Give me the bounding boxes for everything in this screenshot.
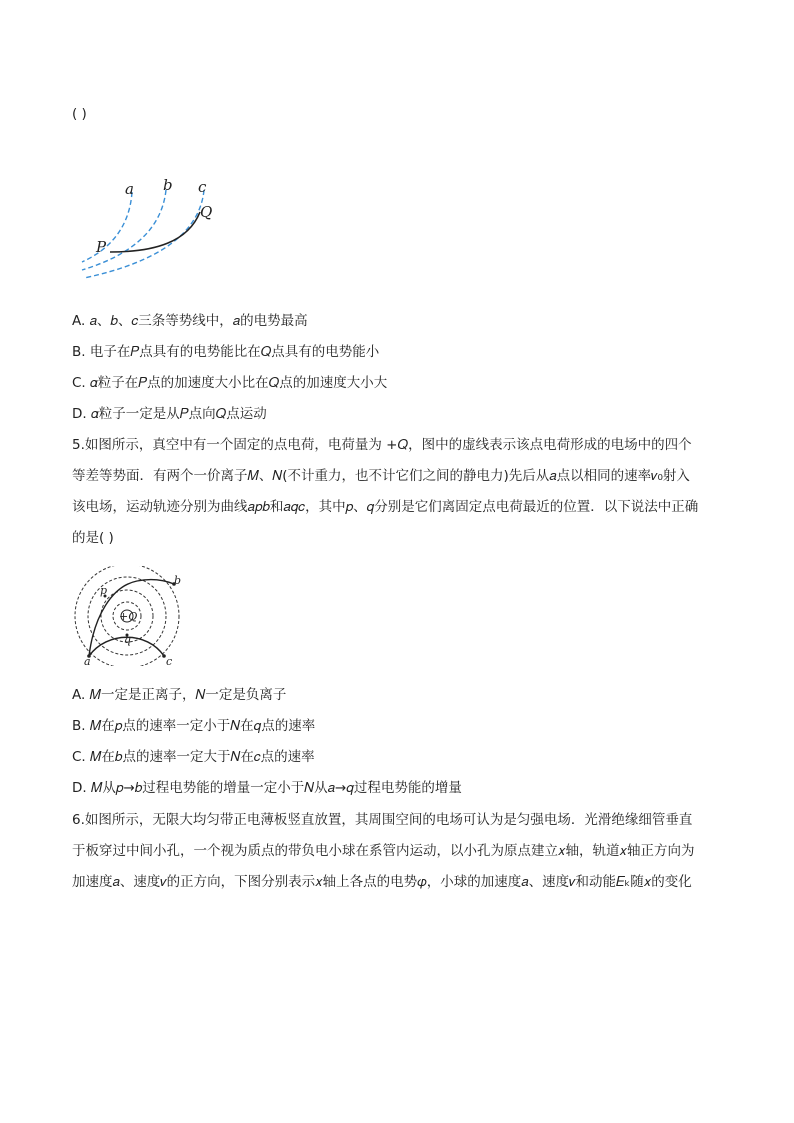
label-b: b	[163, 176, 173, 194]
label-a: a	[84, 655, 91, 666]
q4-option-d: D. 𝛼粒子一定是从𝑃点向𝑄点运动	[72, 406, 267, 422]
q5-point-charge-figure	[72, 566, 187, 666]
q5-option-a: A. 𝑀一定是正离子，𝑁一定是负离子	[72, 687, 287, 703]
label-c: c	[166, 655, 173, 666]
label-plus-Q: +Q	[119, 610, 138, 623]
label-q: q	[124, 633, 132, 646]
equipotential-b	[82, 190, 166, 270]
equipotential-c	[84, 190, 204, 278]
trajectory-pq	[110, 212, 200, 252]
label-p: p	[100, 584, 108, 597]
q4-equipotential-figure	[70, 172, 240, 282]
q4-option-b: B. 电子在𝑃点具有的电势能比在𝑄点具有的电势能小	[72, 344, 380, 360]
q5-option-c: C. 𝑀在𝑏点的速率一定大于𝑁在𝑐点的速率	[72, 749, 315, 765]
label-P: P	[96, 238, 107, 256]
q5-stem-line-1: 5.如图所示，真空中有一个固定的点电荷，电荷量为 +𝑄，图中的虚线表示该点电荷形成的电场中的四个	[72, 437, 692, 453]
q6-stem-line-1: 6.如图所示，无限大均匀带正电薄板竖直放置，其周围空间的电场可认为是匀强电场．光滑绝缘细管垂直	[72, 812, 693, 828]
q6-stem-line-2: 于板穿过中间小孔，一个视为质点的带负电小球在系管内运动，以小孔为原点建立𝑥轴，轨道𝑥轴正方向为	[72, 843, 695, 859]
q5-stem-line-3: 该电场，运动轨迹分别为曲线𝑎𝑝𝑏和𝑎𝑞𝑐，其中𝑝、𝑞分别是它们离固定点电荷最近的位置．以下说法中正确	[72, 499, 699, 515]
q4-option-a: A. 𝑎、𝑏、𝑐三条等势线中，𝑎的电势最高	[72, 313, 308, 329]
label-c: c	[198, 178, 207, 196]
label-b: b	[174, 574, 182, 587]
q4-option-c: C. 𝛼粒子在𝑃点的加速度大小比在𝑄点的加速度大小大	[72, 375, 388, 391]
label-a: a	[125, 180, 134, 198]
q5-option-d: D. 𝑀从𝑝→𝑏过程电势能的增量一定小于𝑁从𝑎→𝑞过程电势能的增量	[72, 780, 462, 796]
label-Q: Q	[200, 203, 213, 221]
q6-stem-line-3: 加速度𝑎、速度𝑣的正方向，下图分别表示𝑥轴上各点的电势𝜑，小球的加速度𝑎、速度𝑣和动能𝐸ₖ随𝑥的变化	[72, 874, 692, 890]
q4-answer-bracket: ( )	[72, 106, 87, 122]
q5-stem-line-4: 的是( )	[72, 530, 114, 546]
q5-option-b: B. 𝑀在𝑝点的速率一定小于𝑁在𝑞点的速率	[72, 718, 316, 734]
q5-stem-line-2: 等差等势面．有两个一价离子𝑀、𝑁(不计重力，也不计它们之间的静电力)先后从𝑎点以相同的速率𝑣₀射入	[72, 468, 690, 484]
